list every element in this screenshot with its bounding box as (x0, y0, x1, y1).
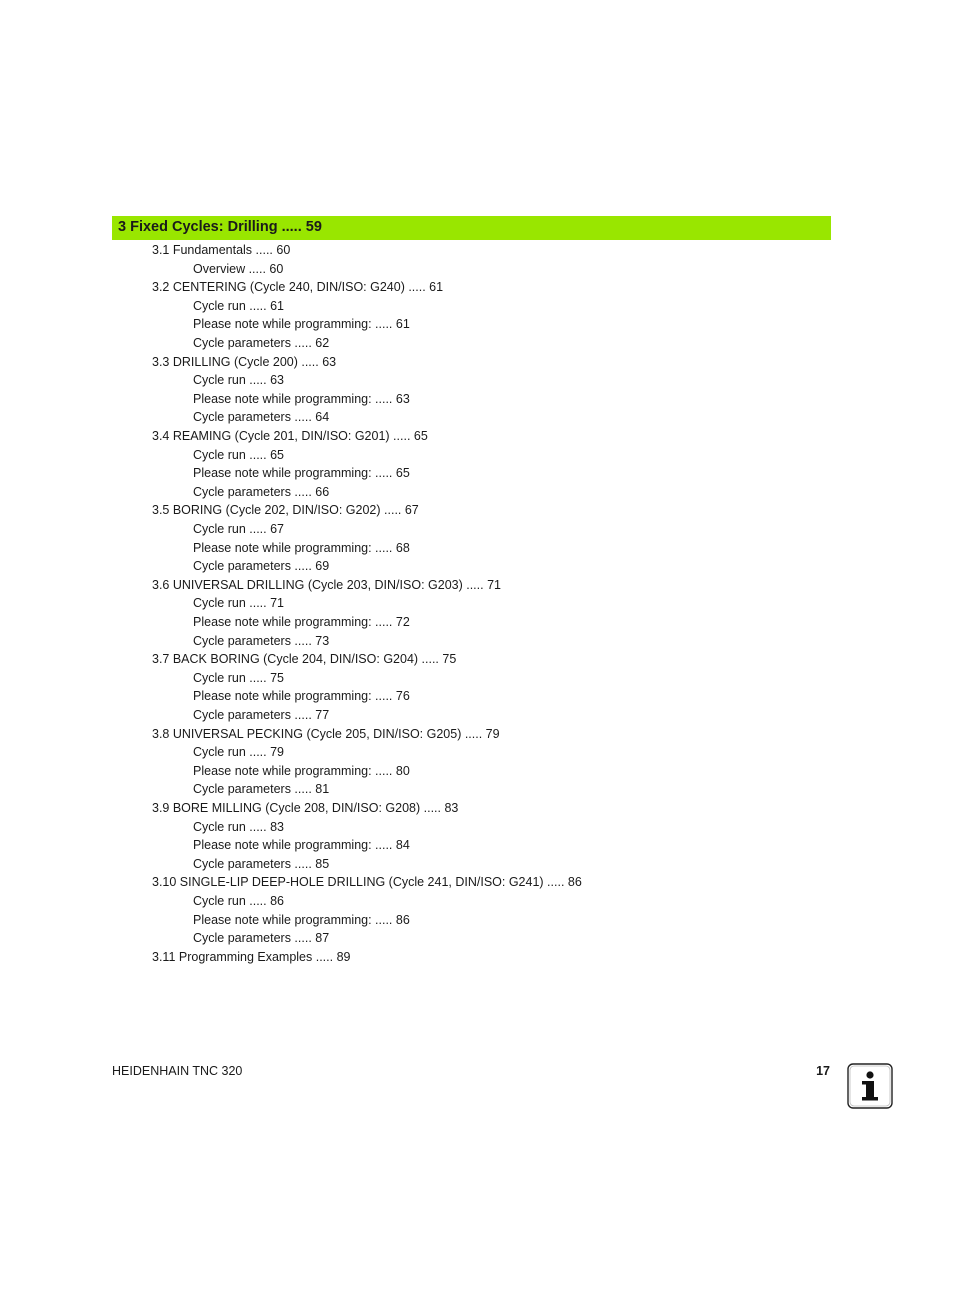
toc-subsection-entry[interactable]: Cycle parameters ..... 62 (193, 336, 330, 350)
toc-subsection-entry[interactable]: Please note while programming: ..... 72 (193, 615, 410, 629)
toc-subsection-entry[interactable]: Cycle parameters ..... 73 (193, 633, 330, 648)
toc-section-entry[interactable]: 3.1 Fundamentals ..... 60 (152, 243, 291, 257)
toc-subsection-entry[interactable]: Cycle run ..... 65 (193, 447, 285, 462)
toc-subsection-entry[interactable]: Please note while programming: ..... 84 (193, 838, 410, 853)
toc-section-entry[interactable]: 3.4 REAMING (Cycle 201, DIN/ISO: G201) ..... 65 (152, 429, 428, 443)
toc-section-entry[interactable]: 3.9 BORE MILLING (Cycle 208, DIN/ISO: G208) ..... 83 (152, 801, 459, 815)
toc-subsection-entry[interactable]: Cycle run ..... 86 (193, 894, 285, 908)
toc-subsection-entry[interactable]: Cycle parameters ..... 81 (193, 782, 330, 797)
toc-subsection-entry[interactable]: Cycle run ..... 83 (193, 819, 285, 834)
toc-section-entry[interactable]: 3.5 BORING (Cycle 202, DIN/ISO: G202) ..... 67 (152, 503, 419, 518)
toc-subsection-entry[interactable]: Overview ..... 60 (193, 261, 284, 276)
toc-section-entry[interactable]: 3.6 UNIVERSAL DRILLING (Cycle 203, DIN/ISO: G203) ..... 71 (152, 577, 501, 592)
toc-subsection-entry[interactable]: Please note while programming: ..... 80 (193, 763, 410, 778)
toc-section-entry[interactable]: 3.3 DRILLING (Cycle 200) ..... 63 (152, 354, 337, 369)
toc-subsection-entry[interactable]: Cycle run ..... 67 (193, 522, 285, 536)
toc-subsection-entry[interactable]: Cycle run ..... 75 (193, 670, 285, 685)
toc-subsection-entry[interactable]: Cycle run ..... 63 (193, 373, 285, 388)
toc-subsection-entry[interactable]: Please note while programming: ..... 86 (193, 912, 410, 927)
toc-subsection-entry[interactable]: Cycle parameters ..... 77 (193, 708, 330, 722)
toc-subsection-entry[interactable]: Please note while programming: ..... 76 (193, 689, 410, 704)
footer-title: HEIDENHAIN TNC 320 (112, 1064, 243, 1078)
toc-subsection-entry[interactable]: Cycle parameters ..... 66 (193, 484, 330, 499)
toc-subsection-entry[interactable]: Please note while programming: ..... 63 (193, 391, 410, 406)
toc-subsection-entry[interactable]: Cycle parameters ..... 87 (193, 931, 330, 946)
page-number: 17 (816, 1064, 830, 1078)
toc-subsection-entry[interactable]: Cycle parameters ..... 85 (193, 856, 330, 871)
toc-subsection-entry[interactable]: Cycle parameters ..... 69 (193, 559, 330, 574)
toc-subsection-entry[interactable]: Cycle run ..... 61 (193, 298, 285, 313)
toc-subsection-entry[interactable]: Please note while programming: ..... 65 (193, 466, 410, 481)
chapter-header-bar (112, 216, 831, 240)
toc-section-entry[interactable]: 3.7 BACK BORING (Cycle 204, DIN/ISO: G204) ..... 75 (152, 652, 457, 667)
toc-subsection-entry[interactable]: Cycle parameters ..... 64 (193, 410, 330, 425)
toc-subsection-entry[interactable]: Please note while programming: ..... 68 (193, 540, 410, 555)
toc-section-entry[interactable]: 3.10 SINGLE-LIP DEEP-HOLE DRILLING (Cycle 241, DIN/ISO: G241) ..... 86 (152, 875, 582, 890)
toc-section-entry[interactable]: 3.8 UNIVERSAL PECKING (Cycle 205, DIN/ISO: G205) ..... 79 (152, 726, 500, 741)
chapter-title[interactable]: 3 Fixed Cycles: Drilling ..... 59 (118, 219, 322, 235)
toc-section-entry[interactable]: 3.11 Programming Examples ..... 89 (152, 949, 351, 964)
toc-subsection-entry[interactable]: Cycle run ..... 79 (193, 745, 285, 760)
toc-subsection-entry[interactable]: Please note while programming: ..... 61 (193, 317, 410, 332)
info-icon[interactable] (847, 1063, 893, 1109)
toc-section-entry[interactable]: 3.2 CENTERING (Cycle 240, DIN/ISO: G240) ..... 61 (152, 280, 444, 295)
toc-subsection-entry[interactable]: Cycle run ..... 71 (193, 596, 285, 611)
